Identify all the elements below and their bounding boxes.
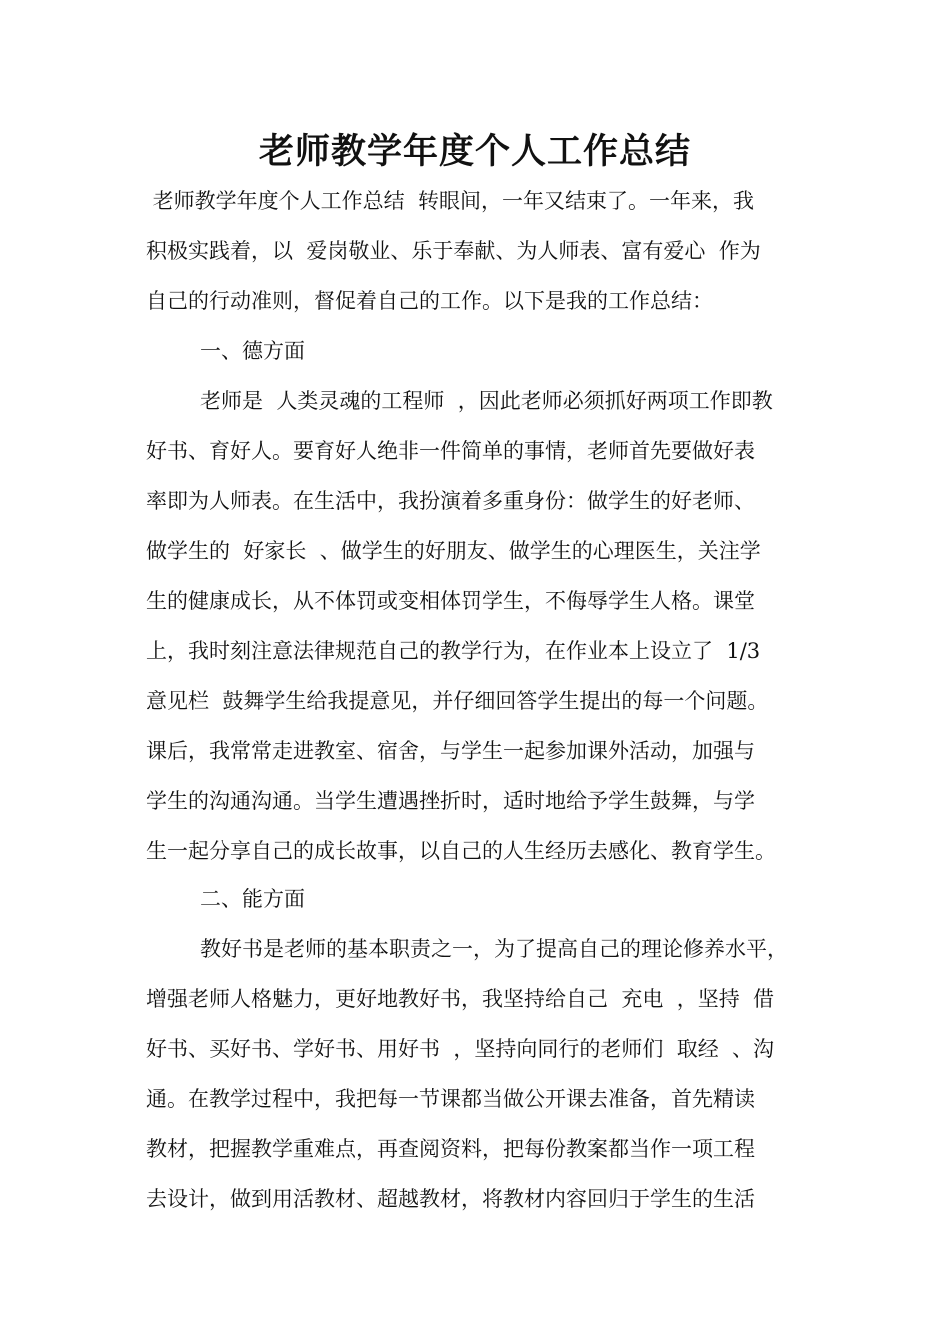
paragraph-line: 课后，我常常走进教室、宿舍，与学生一起参加课外活动，加强与 (146, 739, 755, 763)
paragraph-line: 上，我时刻注意法律规范自己的教学行为，在作业本上设立了 1/3 (146, 639, 761, 663)
document-title: 老师教学年度个人工作总结 (258, 132, 691, 172)
paragraph-line: 积极实践着，以 爱岗敬业、乐于奉献、为人师表、富有爱心 作为 (146, 239, 761, 263)
paragraph-line: 好书、育好人。要育好人绝非一件简单的事情，老师首先要做好表 (146, 439, 755, 463)
paragraph-line: 生一起分享自己的成长故事，以自己的人生经历去感化、教育学生。 (146, 839, 776, 863)
paragraph-line: 自己的行动准则，督促着自己的工作。以下是我的工作总结： (146, 289, 713, 313)
paragraph-line: 老师是 人类灵魂的工程师 ，因此老师必须抓好两项工作即教 (200, 389, 773, 413)
paragraph-line: 做学生的 好家长 、做学生的好朋友、做学生的心理医生，关注学 (146, 539, 761, 563)
paragraph-line: 学生的沟通沟通。当学生遭遇挫折时，适时地给予学生鼓舞，与学 (146, 789, 755, 813)
paragraph-line: 增强老师人格魅力，更好地教好书，我坚持给自己 充电 ，坚持 借 (146, 987, 775, 1011)
paragraph-line: 好书、买好书、学好书、用好书 ，坚持向同行的老师们 取经 、沟 (146, 1037, 775, 1061)
paragraph-line: 老师教学年度个人工作总结 转眼间，一年又结束了。一年来，我 (146, 189, 755, 213)
paragraph-line: 生的健康成长，从不体罚或变相体罚学生，不侮辱学生人格。课堂 (146, 589, 755, 613)
paragraph-line: 率即为人师表。在生活中，我扮演着多重身份：做学生的好老师、 (146, 489, 755, 513)
paragraph-line: 教好书是老师的基本职责之一，为了提高自己的理论修养水平， (200, 937, 788, 961)
paragraph-line: 教材，把握教学重难点，再查阅资料，把每份教案都当作一项工程 (146, 1137, 755, 1161)
paragraph-line: 去设计，做到用活教材、超越教材，将教材内容回归于学生的生活 (146, 1187, 755, 1211)
section-heading: 二、能方面 (200, 887, 305, 911)
section-heading: 一、德方面 (200, 339, 305, 363)
paragraph-line: 通。在教学过程中，我把每一节课都当做公开课去准备，首先精读 (146, 1087, 755, 1111)
paragraph-line: 意见栏 鼓舞学生给我提意见，并仔细回答学生提出的每一个问题。 (146, 689, 769, 713)
